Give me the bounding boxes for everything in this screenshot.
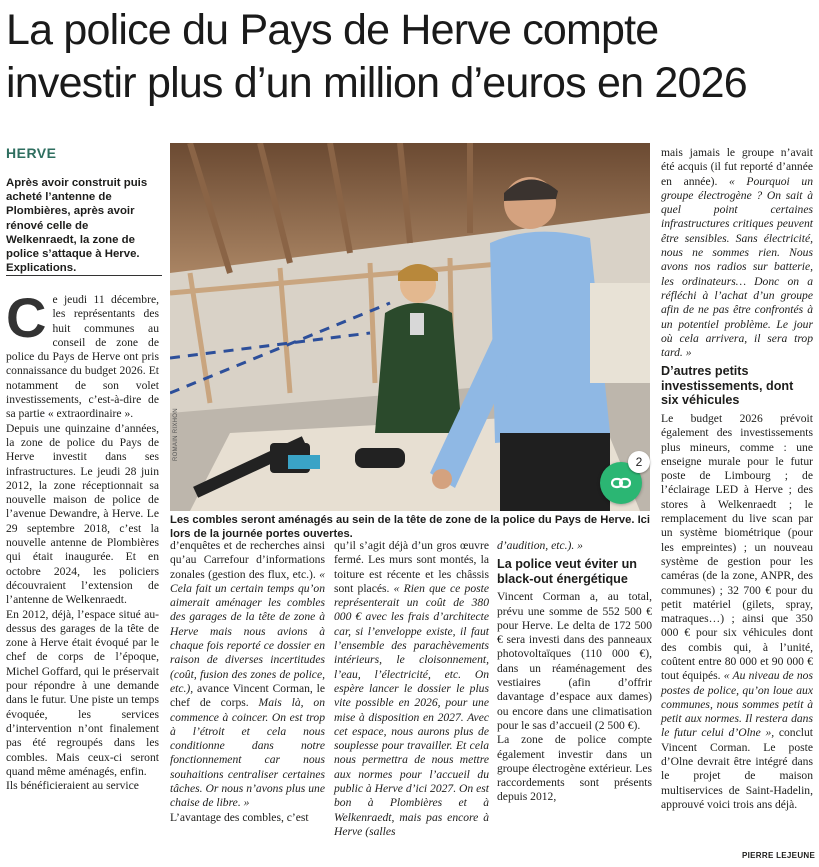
attic-scene-illustration: [170, 143, 650, 511]
body-paragraph: Le budget 2026 prévoit également des investissements plus mineurs, comme : une enseigne murale pour le futur poste de Limbourg ; de l’éclairage LED à Herve ; des stores à Welkenraedt ; le remplacement du live scan par un système biométrique (pour les empreintes) ; un nouveau système de gestion pour les caméras (de la zone, ANPR, des communes) ; 32 700 € pour du petit matériel (gilets, spray, matraques…) ; ainsi que 350 000 € pour six véhicules dont des combis qui, à l’unité, coûtent entre 80 000 et 90 000 € tout équipés. « Au niveau de nos postes de police, qu’on loue aux communes, nous sommes petit à petit aux normes. Il restera dans le futur celui d’Olne », conclut Vincent Corman. Le poste d’Olne devrait être intégré dans le projet de maison multiservices de Saint-Hadelin, approuvé voici trois ans déjà.: [661, 411, 813, 811]
lead-divider: [6, 275, 162, 276]
drop-cap: C: [6, 286, 47, 349]
photo-credit: ROMAIN RIXHON: [173, 408, 179, 461]
quote: « Cela fait un certain temps qu’on aimerait aménager les combles des garages de la tête de zone à Herve mais nous avions à chaque fois reporté ce dossier en raison de diverses incertitudes (coût, fusion des zones de police, etc.),: [170, 567, 325, 695]
quote: Mais là, on commence à coincer. On est trop à l’étroit et cela nous conditionne dans notre fonctionnement car nous souhaitions centraliser certaines tâches. Or nous n’avons plus une chaise de libre. »: [170, 696, 325, 810]
body-paragraph: Depuis une quinzaine d’années, la zone de police du Pays de Herve investit dans ses infrastructures. Le jeudi 28 juin 2012, la zone réceptionnait sa nouvelle maison de police de l’avenue Dewandre, à Herve. Le 29 septembre 2018, c’est la nouvelle antenne de Plombières qui était inaugurée. Et en octobre 2024, les policiers découvraient l’extension de l’antenne de Welkenraedt.: [6, 421, 159, 607]
subheading-blackout: La police veut éviter un black-out énergétique: [497, 557, 637, 586]
headline-line-1: La police du Pays de Herve compte: [6, 6, 659, 54]
body-paragraph: En 2012, déjà, l’espace situé au-dessus des garages de la tête de zone à Herve était évoqué par le chef de corps de l’époque, Michel Goffard, qui le préservait pour répondre à une demande dans le futur. Une piste un temps évoquée, les services d’intervention n’ont finalement pas été regroupés dans les combles. Mais ceux-ci seront quand même aménagés, enfin.: [6, 607, 159, 778]
article-column-2: [170, 539, 325, 825]
author-byline: PIERRE LEJEUNE: [742, 851, 816, 860]
quote: « Au niveau de nos postes de police, qu’on loue aux communes, nous sommes petit à petit aux normes. Il restera dans le futur celui d’Olne »,: [661, 669, 813, 740]
headline-line-2: investir plus d’un million d’euros en 2026: [6, 59, 747, 107]
quote: « Rien que ce poste représenterait un coût de 380 000 € avec les frais d’architecte car, si l’enveloppe existe, il faut l’ensemble des parachèvements intérieurs, le cloisonnement, l’eau, l’électricité, etc. On espère lancer le dossier le plus vite possible en 2026, pour une mise à disposition en 2027. Avec cet espace, nous aurons plus de souplesse pour travailler. Et cela nous permettra de nous mettre aux normes pour l’accueil du public à Herve d’ici 2027. On est bon à Plombières et à Welkenraedt, mais pas encore à Herve (salles: [334, 581, 489, 838]
lead-paragraph: Après avoir construit puis acheté l’antenne de Plombières, après avoir rénové celle de Welkenraedt, la zone de police s’attaque à Herve. Explications.: [6, 177, 148, 275]
quote: « Pourquoi un groupe électrogène ? On sait à quel point certaines infrastructures critiques peuvent être sensibles. Sans électricité, nous ne sommes rien. Nous avons nos radios sur batterie, les ordinateurs… Donc on a réfléchi à l’achat d’un groupe afin de ne pas être confrontés à un potentiel problème. Le jour où cela arrivera, il sera trop tard. »: [661, 174, 813, 360]
quote-continuation: d’audition, etc.). »: [497, 539, 583, 552]
headline: [6, 4, 818, 110]
share-count-badge: 2: [628, 451, 650, 473]
link-icon: [611, 473, 631, 493]
body-paragraph: La zone de police compte également investir dans un groupe électrogène extérieur. Les raccordements sont présents depuis 2012,: [497, 733, 652, 804]
body-paragraph: L’avantage des combles, c’est: [170, 810, 309, 824]
subheading-small-investments: D’autres petits investissements, dont six véhicules: [661, 364, 794, 408]
body-paragraph: Ils bénéficieraient au service: [6, 779, 139, 793]
body-paragraph: Ce jeudi 11 décembre, les représentants des huit communes au conseil de zone de police du Pays de Herve ont pris connaissance du budget 2026. Et notamment de son volet investissements, c’est-à-dire de sa partie « extraordinaire ».: [6, 286, 159, 421]
article-column-5: [661, 146, 813, 812]
article-column-1: [6, 286, 159, 793]
body-paragraph: mais jamais le groupe n’avait été acquis (il fut reporté d’année en année). « Pourquoi un groupe électrogène ? On sait à quel point certaines infrastructures critiques peuvent être sensibles. Sans électricité, nous ne sommes rien. Nous avons nos radios sur batterie, les ordinateurs… Donc on a réfléchi à l’achat d’un groupe afin de ne pas être confrontés à un potentiel problème. Le jour où cela arrivera, il sera trop tard. »: [661, 146, 813, 360]
article-column-3: [334, 539, 489, 839]
section-rubric: HERVE: [6, 145, 57, 161]
article-column-4: [497, 539, 652, 805]
body-paragraph: Vincent Corman a, au total, prévu une somme de 552 500 € pour Herve. Le delta de 172 500 € sera investi dans des panneaux photovoltaïques (110 000 €), dans un réaménagement des vestiaires (afin d’offrir davantage d’espace aux dames) ou encore dans une climatisation pour le sas d’accueil (2 500 €).: [497, 590, 652, 732]
article-photo: [170, 143, 650, 511]
photo-caption: Les combles seront aménagés au sein de la tête de zone de la police du Pays de Herve. Ici lors de la journée portes ouvertes.: [170, 514, 651, 540]
body-paragraph: qu’il s’agit déjà d’un gros œuvre fermé. Les murs sont montés, la toiture est récente et les châssis sont placés. « Rien que ce poste représenterait un coût de 380 000 € avec les frais d’architecte car, si l’enveloppe existe, il faut l’ensemble des parachèvements intérieurs, le cloisonnement, l’eau, l’électricité, etc. On espère lancer le dossier le plus vite possible en 2026, pour une mise à disposition en 2027. Avec cet espace, nous aurons plus de souplesse pour travailler. Et cela nous permettra de nous mettre aux normes pour l’accueil du public à Herve d’ici 2027. On est bon à Plombières et à Welkenraedt, mais pas encore à Herve (salles: [334, 539, 489, 838]
body-paragraph: d’enquêtes et de recherches ainsi qu’au Carrefour d’informations zonales (gestion des flux, etc.). « Cela fait un certain temps qu’on aimerait aménager les combles des garages de la tête de zone à Herve mais nous avions à chaque fois reporté ce dossier en raison de diverses incertitudes (coût, fusion des zones de police, etc.), avance Vincent Corman, le chef de corps. Mais là, on commence à coincer. On est trop à l’étroit et cela nous conditionne dans notre fonctionnement car nous souhaitions centraliser certaines tâches. Or nous n’avons plus une chaise de libre. »: [170, 539, 325, 810]
